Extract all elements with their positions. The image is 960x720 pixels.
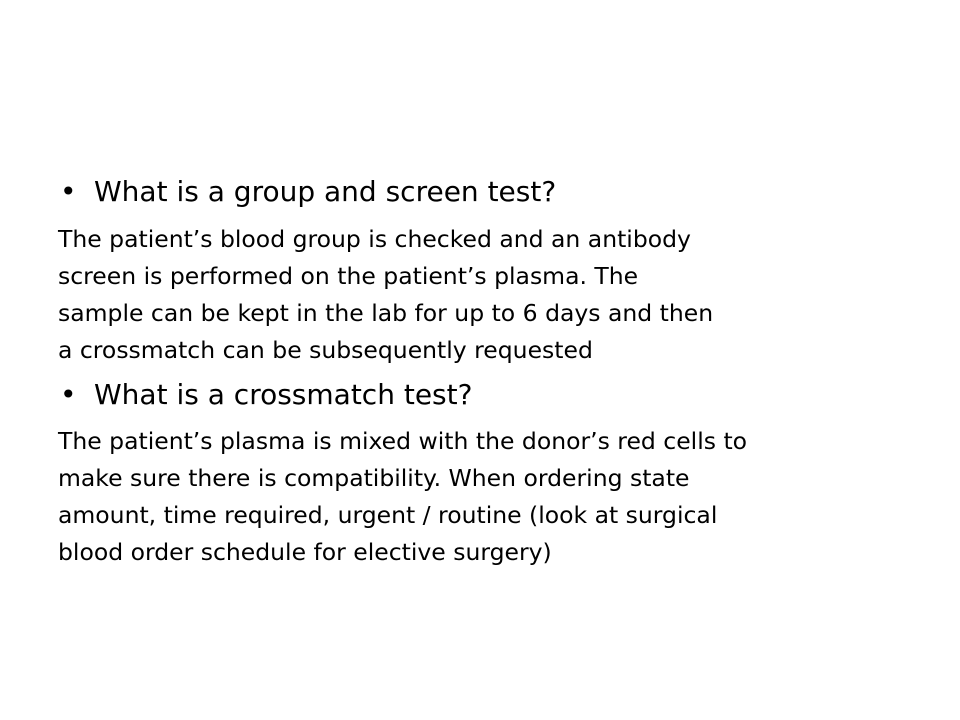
question-1 [58, 170, 908, 214]
answer-2-line: The patient’s plasma is mixed with the donor’s red cells to [58, 427, 748, 455]
bullet-icon: • [60, 175, 77, 208]
answer-1-line: screen is performed on the patient’s plasma. The [58, 262, 639, 290]
question-1-text: What is a group and screen test? [94, 175, 557, 208]
answer-1-line: a crossmatch can be subsequently requested [58, 336, 593, 364]
bullet-icon: • [60, 378, 77, 411]
answer-2 [58, 423, 908, 571]
answer-1 [58, 221, 908, 369]
answer-1-line: The patient’s blood group is checked and an antibody [58, 225, 691, 253]
slide-content [58, 170, 908, 571]
answer-2-line: amount, time required, urgent / routine (look at surgical [58, 501, 718, 529]
answer-2-line: blood order schedule for elective surgery) [58, 538, 552, 566]
question-2-text: What is a crossmatch test? [94, 378, 473, 411]
question-2 [58, 373, 908, 417]
answer-1-line: sample can be kept in the lab for up to 6 days and then [58, 299, 714, 327]
answer-2-line: make sure there is compatibility. When ordering state [58, 464, 690, 492]
